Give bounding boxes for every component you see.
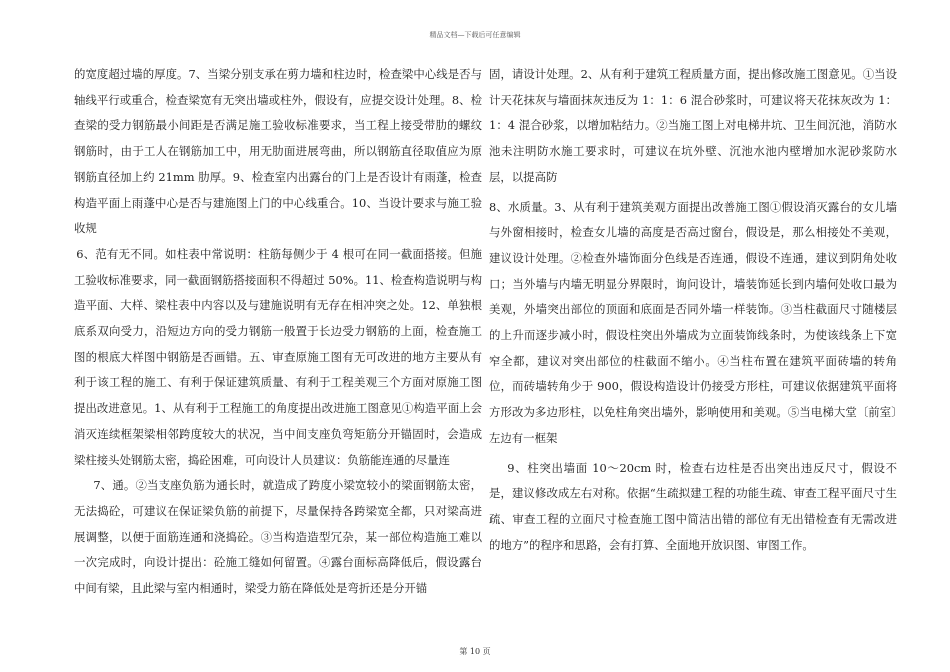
paragraph: 7、通。②当支座负筋为通长时，就造成了跨度小梁宽较小的梁面钢筋太密，无法捣砼，可建议在保证梁负筋的前提下，尽量保持各跨梁宽全都，只对梁高进展调整，以便于面筋连通和浇捣砼。③当构造造型冗杂，某一部位构造施工难以一次完成时，向设计提出：砼施工缝如何留置。④露台面标高降低后，假设露台中间有梁，且此梁与室内相通时，梁受力筋在降低处是弯折还是分开锚 (74, 478, 482, 596)
paragraph: 固，请设计处理。2、从有利于建筑工程质量方面，提出修改施工图意见。①当设计天花抹灰与墙面抹灰违反为 1：1：6 混合砂浆时，可建议将天花抹灰改为 1：1：4 混合砂浆，以增加粘结力。②当施工图上对电梯井坑、卫生间沉池，消防水池未注明防水施工要求时，可建议在坑外壁、沉池水池内壁增加水泥砂浆防水层，以提高防 (489, 67, 897, 184)
page-number: 第 10 页 (459, 647, 491, 656)
right-column (489, 62, 897, 558)
page-header: 精品文档—下载后可任意编辑 (429, 31, 521, 39)
paragraph: 6、范有无不同。如柱表中常说明：柱筋每侧少于 4 根可在同一截面搭接。但施工验收标准要求，同一截面钢筋搭接面积不得超过 50%。11、检查构造说明与构造平面、大样、梁柱表中内容以及与建施说明有无存在相冲突之处。12、单独根底系双向受力，沿短边方向的受力钢筋一般置于长边受力钢筋的上面，检查施工图的根底大样图中钢筋是否画错。五、审查原施工图有无可改进的地方主要从有利于该工程的施工、有利于保证建筑质量、有利于工程美观三个方面对原施工图提出改进意见。1、从有利于工程施工的角度提出改进施工图意见①构造平面上会消灭连续框架梁相邻跨度较大的状况，当中间支座负弯矩筋分开锚固时，会造成梁柱接头处钢筋太密，捣砼困难，可向设计人员建议：负筋能连通的尽量连 (74, 246, 482, 467)
left-column (74, 62, 482, 602)
paragraph: 的宽度超过墙的厚度。7、当梁分别支承在剪力墙和柱边时，检查梁中心线是否与轴线平行或重合，检查梁宽有无突出墙或柱外，假设有，应提交设计处理。8、检查梁的受力钢筋最小间距是否满足施工验收标准要求，当工程上接受带肋的螺纹钢筋时，由于工人在钢筋加工中，用无肋面进展弯曲，所以钢筋直径取值应为原钢筋直径加上约 21mm 肋厚。9、检查室内出露台的门上是否设计有雨蓬，检查构造平面上雨蓬中心是否与建施图上门的中心线重合。10、当设计要求与施工验收规 (74, 67, 482, 236)
paragraph: 8、水质量。3、从有利于建筑美观方面提出改善施工图①假设消灭露台的女儿墙与外窗相接时，检查女儿墙的高度是否高过窗台，假设是，那么相接处不美观，建议设计处理。②检查外墙饰面分色线是否连通，假设不连通，建议到阴角处收口；当外墙与内墙无明显分界限时，询问设计，墙装饰延长到内墙何处收口最为美观，外墙突出部位的顶面和底面是否同外墙一样装饰。③当柱截面尺寸随楼层的上升而逐步减小时，假设柱突出外墙成为立面装饰线条时，为使该线条上下宽窄全都，建议对突出部位的柱截面不缩小。④当柱布置在建筑平面砖墙的转角位，而砖墙转角少于 900，假设构造设计仍接受方形柱，可建议依据建筑平面将方形改为多边形柱，以免柱角突出墙外，影响使用和美观。⑤当电梯大堂〔前室〕左边有一框架 (489, 199, 897, 445)
paragraph: 9、柱突出墙面 10～20cm 时，检查右边柱是否出突出违反尺寸，假设不是，建议修改成左右对称。依据“生疏拟建工程的功能生疏、审查工程平面尺寸生疏、审查工程的立面尺寸检查施工图中简洁出错的部位有无出错检查有无需改进的地方”的程序和思路，会有打算、全面地开放识图、审图工作。 (489, 460, 897, 552)
